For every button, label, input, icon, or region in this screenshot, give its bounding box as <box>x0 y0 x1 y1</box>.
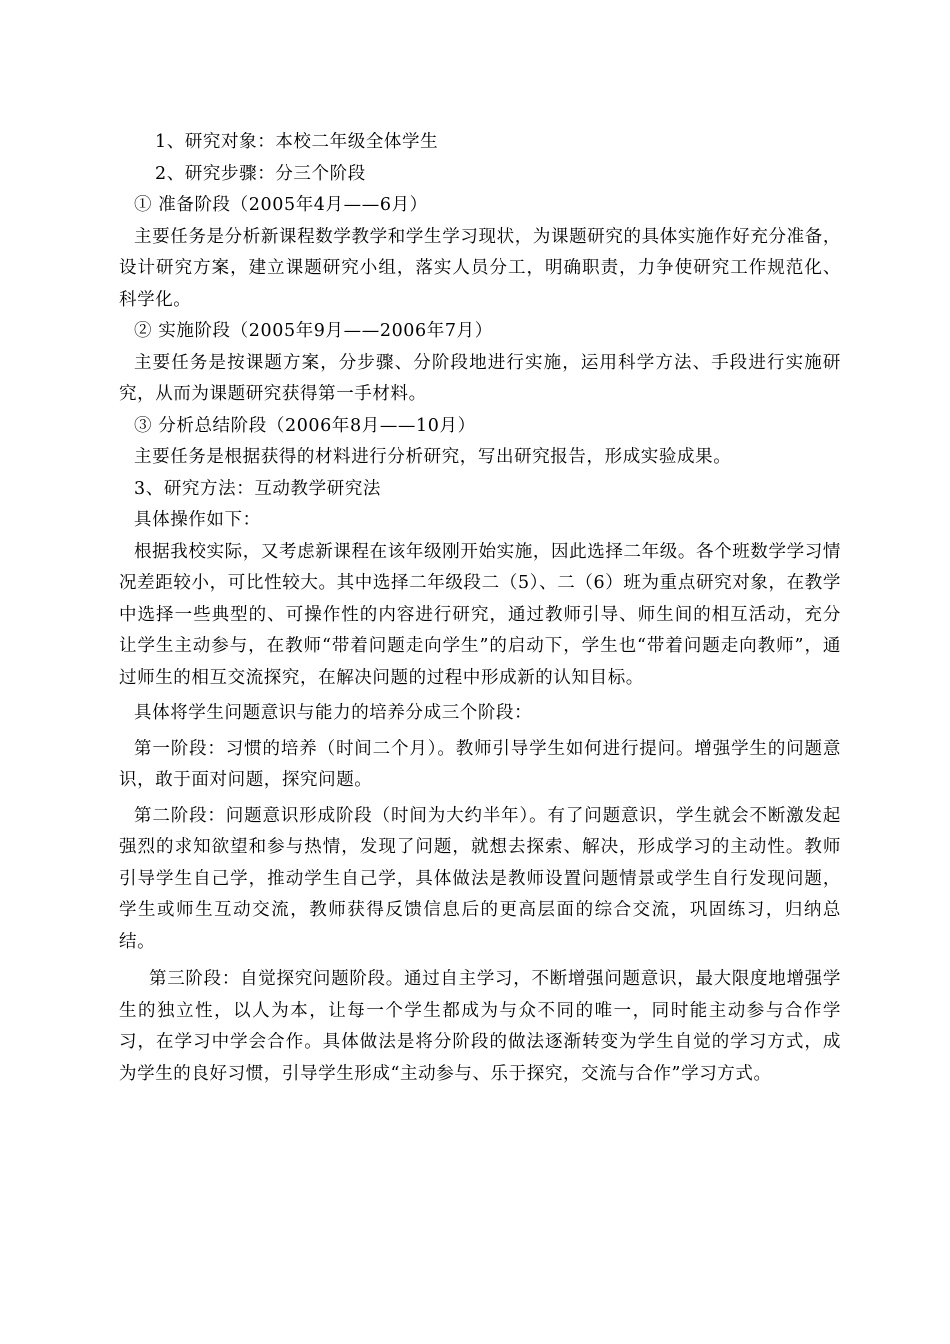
item-research-steps: 2、研究步骤：分三个阶段 <box>155 163 366 184</box>
phase-one-paragraph: 第一阶段：习惯的培养（时间二个月）。教师引导学生如何进行提问。增强学生的问题意识，敢于面对问题，探究问题。 <box>119 738 841 790</box>
stage-implementation-heading: ② 实施阶段（2005年9月——2006年7月） <box>134 321 493 341</box>
item-research-method: 3、研究方法：互动教学研究法 <box>134 478 382 499</box>
operation-intro: 具体操作如下： <box>134 510 261 530</box>
stage-implementation-body: 主要任务是按课题方案，分步骤、分阶段地进行实施，运用科学方法、手段进行实施研究，从而为课题研究获得第一手材料。 <box>119 352 841 404</box>
ability-stages-intro: 具体将学生问题意识与能力的培养分成三个阶段： <box>134 703 533 723</box>
phase-three-paragraph: 第三阶段：自觉探究问题阶段。通过自主学习，不断增强问题意识，最大限度地增强学生的独立性，以人为本，让每一个学生都成为与众不同的唯一，同时能主动参与合作学习，在学习中学会合作。具体做法是将分阶段的做法逐渐转变为学生自觉的学习方式，成为学生的良好习惯，引导学生形成“主动参与、乐于探究，交流与合作”学习方式。 <box>119 969 841 1084</box>
stage-preparation-body: 主要任务是分析新课程数学教学和学生学习现状，为课题研究的具体实施作好充分准备，设计研究方案，建立课题研究小组，落实人员分工，明确职责，力争使研究工作规范化、科学化。 <box>119 226 841 310</box>
stage-preparation-heading: ① 准备阶段（2005年4月——6月） <box>134 195 428 215</box>
phase-two-paragraph: 第二阶段：问题意识形成阶段（时间为大约半年）。有了问题意识，学生就会不断激发起强烈的求知欲望和参与热情，发现了问题，就想去探索、解决，形成学习的主动性。教师引导学生自己学，推动学生自己学，具体做法是教师设置问题情景或学生自行发现问题，学生或师生互动交流，教师获得反馈信息后的更高层面的综合交流，巩固练习，归纳总结。 <box>119 805 841 952</box>
document-body <box>119 127 841 1090</box>
stage-summary-body: 主要任务是根据获得的材料进行分析研究，写出研究报告，形成实验成果。 <box>134 447 732 467</box>
stage-summary-heading: ③ 分析总结阶段（2006年8月——10月） <box>134 415 476 436</box>
item-research-subject: 1、研究对象：本校二年级全体学生 <box>155 132 439 152</box>
operation-body: 根据我校实际，又考虑新课程在该年级刚开始实施，因此选择二年级。各个班数学学习情况差距较小，可比性较大。其中选择二年级段二（5）、二（6）班为重点研究对象，在教学中选择一些典型的、可操作性的内容进行研究，通过教师引导、师生间的相互活动，充分让学生主动参与，在教师“带着问题走向学生”的启动下，学生也“带着问题走向教师”，通过师生的相互交流探究，在解决问题的过程中形成新的认知目标。 <box>119 541 841 688</box>
